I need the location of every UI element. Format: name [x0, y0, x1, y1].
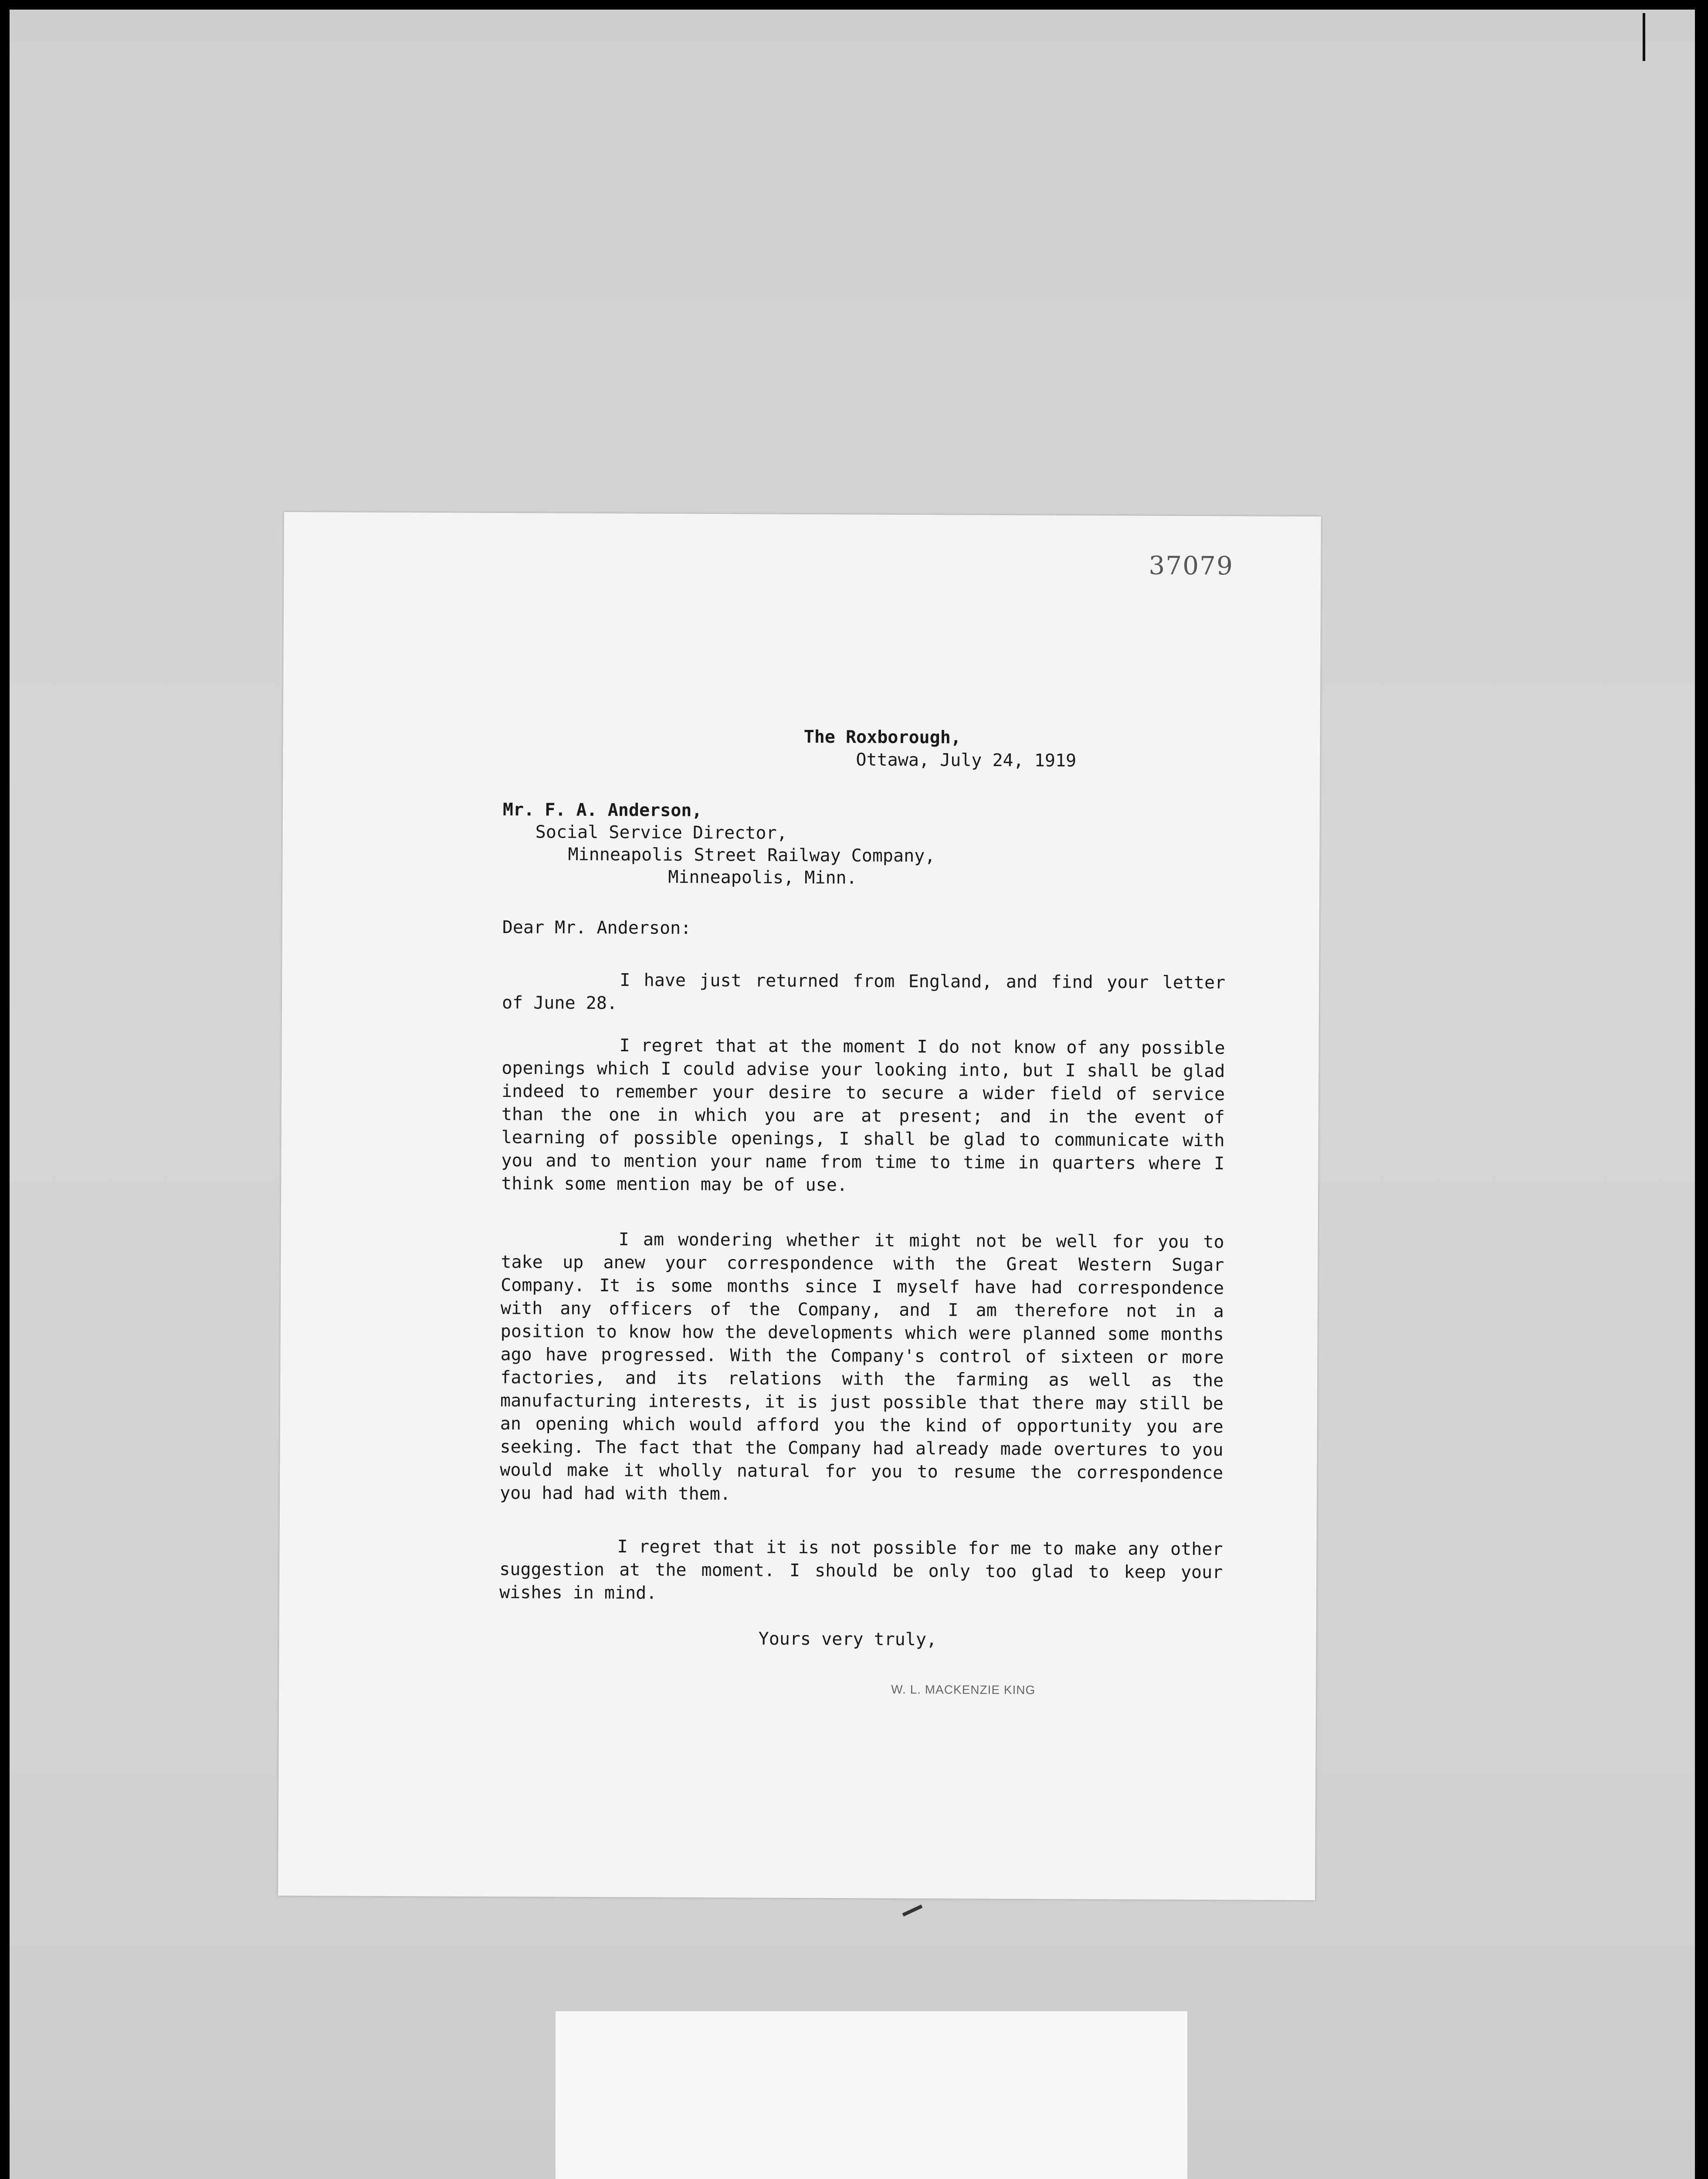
paragraph-2: I regret that at the moment I do not know of any possible openings which I could advise your looking into, but I shall be glad indeed to remember your desire to secure a wider field of service than the one in which you are at present; and in the event of learning of possible openings, I shall be glad to communicate with you and to mention your name from time to time in quarters where I think some mention may be of use.: [501, 1035, 1225, 1195]
film-border-right: [1695, 0, 1708, 2179]
addressee-city: Minneapolis, Minn.: [668, 867, 857, 888]
salutation: Dear Mr. Anderson:: [502, 917, 691, 938]
addressee-title: Social Service Director,: [535, 822, 787, 843]
addressee-company: Minneapolis Street Railway Company,: [568, 844, 935, 866]
paragraph-3: I am wondering whether it might not be well for you to take up anew your correspondence with the Great Western Sugar Company. It is some months since I myself have had correspondence with any officers of the Company, and I am therefore not in a position to know how the developments which were planned some months ago have progressed. With the Company's control of sixteen or more factories, and its relations with the farming as well as the manufacturing interests, it is just possible that there may still be an opening which would afford you the kind of opportunity you are seeking. The fact that the Company had already made overtures to you would make it wholly natural for you to resume the correspondence you had had with them.: [500, 1229, 1224, 1504]
closing: Yours very truly,: [758, 1629, 937, 1650]
folio-number: 37079: [1149, 550, 1234, 581]
letterhead-line1: The Roxborough,: [803, 727, 962, 748]
corner-mark: [1643, 13, 1663, 61]
film-border-top: [0, 0, 1708, 10]
film-border-left: [0, 0, 10, 2179]
paragraph-4: I regret that it is not possible for me to make any other suggestion at the moment. I should be only too glad to keep your wishes in mind.: [499, 1537, 1223, 1603]
paragraph-1: I have just returned from England, and find your letter of June 28.: [502, 970, 1226, 1014]
letter-page: [278, 512, 1321, 1900]
stray-mark: [902, 1904, 923, 1917]
addressee-name: Mr. F. A. Anderson,: [502, 800, 702, 821]
archive-label-card: [556, 2011, 1187, 2179]
letterhead-date: Ottawa, July 24, 1919: [856, 750, 1077, 771]
signature-stamp: W. L. MACKENZIE KING: [891, 1682, 1036, 1697]
